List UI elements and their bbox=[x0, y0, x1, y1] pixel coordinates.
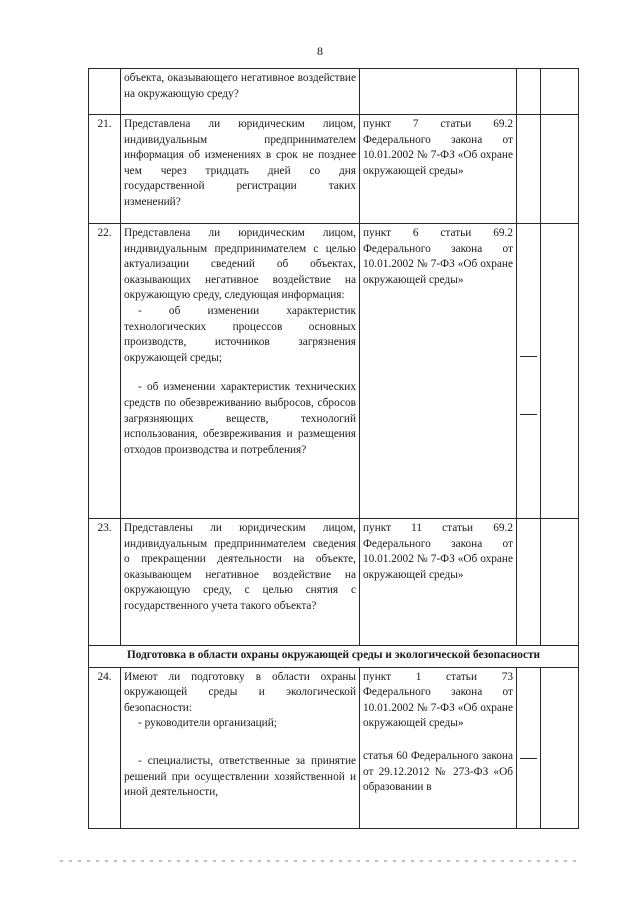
reference-cell bbox=[360, 667, 517, 828]
table-row bbox=[89, 519, 579, 646]
question-item: - об изменении характеристик технических средств по обезвреживанию выбросов, сбросов загрязняющих веществ, технологий использования, обезвреживания и размещения отходов производства и потребления? bbox=[124, 381, 356, 456]
row-number: 21. bbox=[89, 115, 121, 224]
note-cell bbox=[541, 224, 579, 519]
row-number: 22. bbox=[89, 224, 121, 519]
page-number: 8 bbox=[317, 44, 323, 58]
row-number: 24. bbox=[89, 667, 121, 828]
note-cell bbox=[541, 667, 579, 828]
question-cell bbox=[121, 667, 360, 828]
section-row bbox=[89, 646, 579, 668]
question-text: Представлена ли юридическим лицом, индивидуальным предпринимателем информация об изменениях в срок не позднее чем через тридцать дней со дня государственной регистрации таких изменений? bbox=[124, 118, 356, 208]
table-row bbox=[89, 69, 579, 115]
question-cell bbox=[121, 224, 360, 519]
question-item: - специалисты, ответственные за принятие решений при осуществлении хозяйственной и иной деятельности, bbox=[124, 754, 356, 799]
row-number: 23. bbox=[89, 519, 121, 646]
note-cell bbox=[541, 519, 579, 646]
question-text: Имеют ли подготовку в области охраны окружающей среды и экологической безопасности: bbox=[124, 670, 356, 714]
question-text: объекта, оказывающего негативное воздействие на окружающую среду? bbox=[124, 72, 356, 100]
question-item: - об изменении характеристик технологических процессов основных производств, источников загрязнения окружающей среды; bbox=[124, 304, 356, 364]
question-text: Представлена ли юридическим лицом, индивидуальным предпринимателем с целью актуализации сведений об объектах, оказывающих негативное воздействие на окружающую среду, следующая информация: bbox=[124, 227, 356, 302]
checklist-table bbox=[88, 68, 579, 829]
mark-cell bbox=[517, 69, 541, 115]
section-title: Подготовка в области охраны окружающей среды и экологической безопасности bbox=[89, 646, 579, 668]
table-row bbox=[89, 115, 579, 224]
row-number bbox=[89, 69, 121, 115]
note-cell bbox=[541, 115, 579, 224]
mark-cell bbox=[517, 667, 541, 828]
question-cell bbox=[121, 519, 360, 646]
reference-cell: пункт 7 статьи 69.2 Федерального закона от 10.01.2002 № 7-ФЗ «Об охране окружающей среды» bbox=[360, 115, 517, 224]
question-text: Представлены ли юридическим лицом, индивидуальным предпринимателем сведения о прекращении деятельности на объекте, оказывающем негативное воздействие на окружающую среду, с целью снятия с государственного учета такого объекта? bbox=[124, 522, 356, 612]
mark-cell bbox=[517, 224, 541, 519]
reference-text: пункт 1 статьи 73 Федерального закона от 10.01.2002 № 7-ФЗ «Об охране окружающей среды» bbox=[363, 670, 513, 730]
question-item: - руководители организаций; bbox=[138, 717, 277, 730]
reference-cell: пункт 11 статьи 69.2 Федерального закона от 10.01.2002 № 7-ФЗ «Об охране окружающей среды» bbox=[360, 519, 517, 646]
reference-cell: пункт 6 статьи 69.2 Федерального закона от 10.01.2002 № 7-ФЗ «Об охране окружающей среды» bbox=[360, 224, 517, 519]
question-cell bbox=[121, 69, 360, 115]
mark-cell bbox=[517, 115, 541, 224]
question-cell bbox=[121, 115, 360, 224]
mark-cell bbox=[517, 519, 541, 646]
scan-artifact-line bbox=[60, 860, 580, 862]
reference-cell bbox=[360, 69, 517, 115]
note-cell bbox=[541, 69, 579, 115]
table-row bbox=[89, 667, 579, 828]
reference-text: статья 60 Федерального закона от 29.12.2012 № 273-ФЗ «Об образовании в bbox=[363, 749, 513, 794]
table-row bbox=[89, 224, 579, 519]
